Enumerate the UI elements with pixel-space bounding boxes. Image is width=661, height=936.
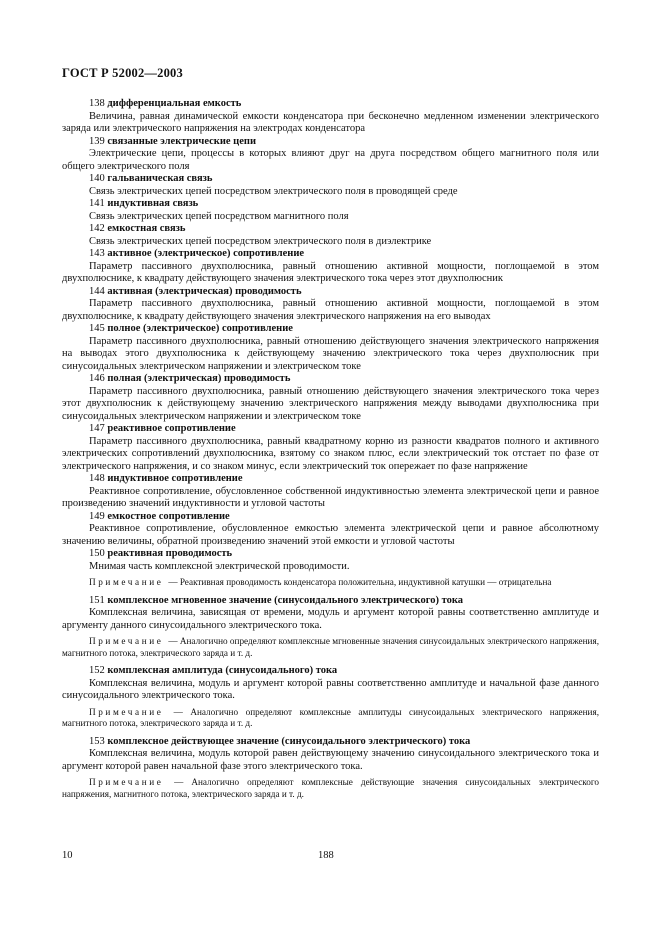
- note-text: — Аналогично определяют комплексные мгновенные значения синусоидальных электрического напряжения, магнитного потока, электрического заряда и т. д.: [62, 636, 599, 658]
- term-definition: Электрические цепи, процессы в которых влияют друг на друга посредством общего магнитного поля или общего электрического поля: [62, 148, 599, 172]
- term-title: активное (электрическое) сопротивление: [107, 248, 305, 259]
- term-definition: Параметр пассивного двухполюсника, равный отношению активной мощности, поглощаемой в этом двухполюснике, к квадрату действующего значения электрического напряжения на его выводах: [62, 298, 599, 322]
- term-title: связанные электрические цепи: [107, 135, 256, 147]
- document-header: ГОСТ Р 52002—2003: [62, 66, 183, 80]
- term-title: полная (электрическая) проводимость: [107, 373, 291, 384]
- term-note: [62, 777, 599, 800]
- term-number: 147: [89, 423, 108, 434]
- term-definition: Комплексная величина, модуль и аргумент которой равны соответственно амплитуде и начальной фазе данного синусоидального электрического тока.: [62, 677, 599, 701]
- term-definition: Комплексная величина, модуль которой равен действующему значению синусоидального электрического тока и аргумент которой равен начальной фазе этого электрического тока.: [62, 748, 599, 772]
- term-heading: [62, 286, 599, 299]
- term-definition: Параметр пассивного двухполюсника, равный квадратному корню из разности квадратов полного и активного электрических сопротивлений двухполюсника, взятому со знаком плюс, если электрический ток отстает по фазе от электрического напряжения, и со знаком минус, если электрический ток опережает по фазе напряжение: [62, 435, 599, 472]
- term-heading: [62, 548, 599, 561]
- note-text: — Аналогично определяют комплексные действующие значения синусоидальных электрического напряжения, магнитного потока, электрического заряда и т. д.: [62, 777, 599, 799]
- term-heading: [62, 373, 599, 386]
- term-definition: Параметр пассивного двухполюсника, равный отношению действующего значения электрического тока через этот двухполюсник к действующему значению электрического напряжения между выводами двухполюсника при синусоидальных электрическом напряжении и электрическом токе: [62, 385, 599, 422]
- term-heading: [62, 248, 599, 261]
- term-title: активная (электрическая) проводимость: [107, 285, 302, 297]
- term-heading: [62, 223, 599, 236]
- term-definition: Комплексная величина, зависящая от времени, модуль и аргумент которой равны соответственно амплитуде и аргументу данного синусоидального электрического тока.: [62, 607, 599, 631]
- entries-container: [62, 98, 599, 806]
- term-definition: Связь электрических цепей посредством электрического поля в проводящей среде: [89, 185, 458, 197]
- term-title: дифференциальная емкость: [107, 98, 242, 109]
- term-heading: [62, 98, 599, 111]
- term-number: 138: [89, 98, 108, 109]
- term-heading: [62, 473, 599, 486]
- term-number: 151: [89, 594, 108, 606]
- term-definition: Мнимая часть комплексной электрической проводимости.: [89, 560, 350, 572]
- term-title: реактивное сопротивление: [107, 423, 236, 434]
- term-note: [62, 707, 599, 730]
- term-definition: Связь электрических цепей посредством электрического поля в диэлектрике: [89, 235, 432, 247]
- note-text: — Аналогично определяют комплексные амплитуды синусоидальных электрического напряжения, магнитного потока, электрического заряда и т. д.: [62, 706, 599, 728]
- term-definition: Параметр пассивного двухполюсника, равный отношению активной мощности, поглощаемой в этом двухполюснике, к квадрату действующего значения электрического тока через этот двухполюсник: [62, 260, 599, 284]
- term-number: 150: [89, 548, 108, 559]
- term-heading: [62, 665, 599, 678]
- term-heading: [62, 595, 599, 608]
- term-title: комплексное действующее значение (синусоидального электрического) тока: [107, 735, 471, 747]
- note-label: Примечание: [89, 577, 169, 587]
- term-note: [62, 636, 599, 659]
- term-number: 142: [89, 223, 108, 234]
- term-definition: Реактивное сопротивление, обусловленное собственной индуктивностью элемента электрической цепи и равное произведению значений индуктивности и угловой частоты: [62, 485, 599, 509]
- term-definition: Реактивное сопротивление, обусловленное емкостью элемента электрической цепи и равное абсолютному значению величины, обратной произведению значений этой емкости и угловой частоты: [62, 523, 599, 547]
- term-definition: Величина, равная динамической емкости конденсатора при бесконечно медленном изменении электрического заряда или электрического напряжения на электродах конденсатора: [62, 110, 599, 134]
- page-number-center: 188: [318, 850, 334, 861]
- term-title: гальваническая связь: [107, 173, 213, 184]
- page-number-left: 10: [62, 850, 73, 861]
- term-number: 153: [89, 735, 108, 747]
- term-note: [62, 577, 599, 589]
- term-definition: Связь электрических цепей посредством магнитного поля: [89, 210, 349, 222]
- term-heading: [62, 173, 599, 186]
- term-heading: [62, 136, 599, 149]
- term-definition: Параметр пассивного двухполюсника, равный отношению действующего значения электрического напряжения на выводах этого двухполюсника к действующему значению электрического тока через двухполюсник при синусоидальных электрическом напряжении и электрическом токе: [62, 335, 599, 372]
- term-number: 149: [89, 510, 108, 522]
- term-number: 144: [89, 285, 108, 297]
- term-number: 148: [89, 473, 108, 484]
- term-number: 143: [89, 248, 108, 259]
- term-number: 141: [89, 198, 108, 209]
- term-number: 152: [89, 665, 108, 676]
- term-title: индуктивное сопротивление: [107, 473, 243, 484]
- term-title: комплексное мгновенное значение (синусоидального электрического) тока: [107, 594, 463, 606]
- term-title: реактивная проводимость: [107, 548, 233, 559]
- term-heading: [62, 198, 599, 211]
- note-label: Примечание: [89, 777, 175, 787]
- term-heading: [62, 736, 599, 749]
- term-title: емкостное сопротивление: [107, 510, 230, 522]
- note-text: — Реактивная проводимость конденсатора положительна, индуктивной катушки — отрицательна: [168, 577, 552, 587]
- note-label: Примечание: [89, 706, 174, 717]
- term-title: индуктивная связь: [107, 198, 199, 209]
- term-number: 140: [89, 173, 108, 184]
- note-label: Примечание: [89, 636, 169, 646]
- term-number: 146: [89, 373, 108, 384]
- term-number: 145: [89, 323, 108, 334]
- term-heading: [62, 423, 599, 436]
- term-heading: [62, 511, 599, 524]
- term-title: комплексная амплитуда (синусоидального) тока: [107, 665, 338, 676]
- term-title: емкостная связь: [107, 223, 186, 234]
- term-title: полное (электрическое) сопротивление: [107, 323, 293, 334]
- term-heading: [62, 323, 599, 336]
- term-number: 139: [89, 135, 108, 147]
